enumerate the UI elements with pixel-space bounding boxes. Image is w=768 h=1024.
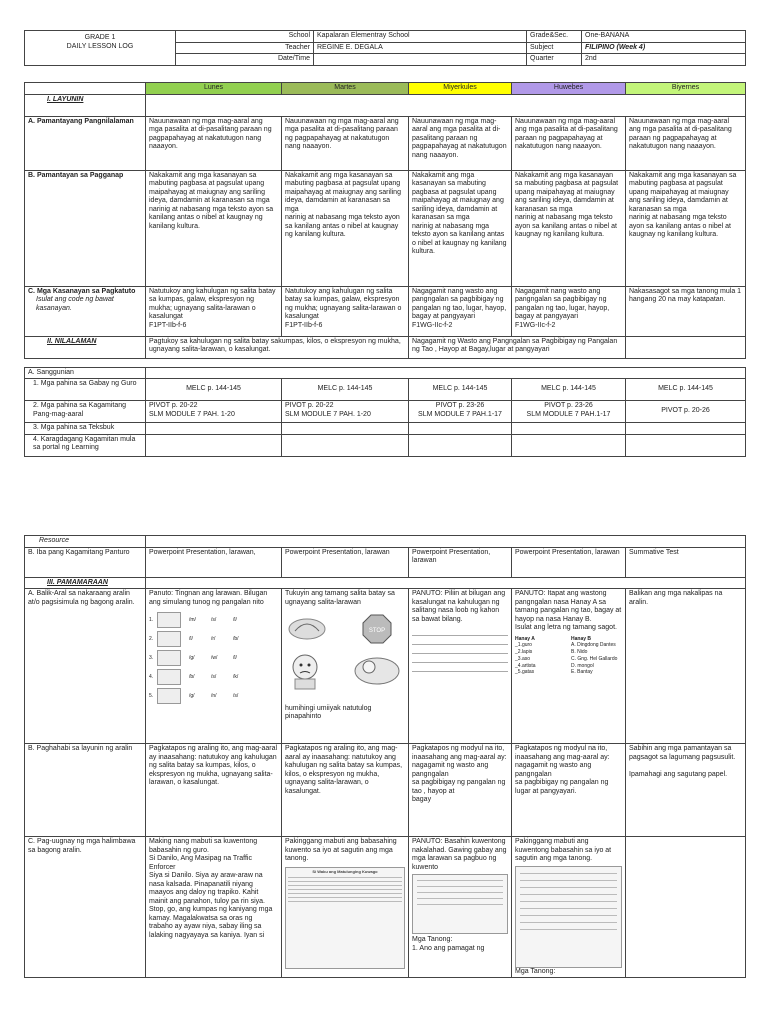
proc-b-fri: Sabihin ang mga pamantayan sa pagsagot sa lagumang pagsusulit. Ipamahagi ang sagutang papel. — [626, 744, 746, 837]
hanay-b-item: A. Dingdong Dantes — [571, 642, 616, 649]
hanay-b-item: C. Gng. Hel Gallardo — [571, 655, 618, 662]
other-materials-mon: Powerpoint Presentation, larawan, — [146, 547, 282, 577]
stop-sign-image — [363, 615, 391, 643]
sound-choice: /r/ — [211, 635, 216, 642]
log-title: DAILY LESSON LOG — [66, 42, 134, 50]
r4-label-text: 4. Karagdagang Kagamitan mula sa portal ng Learning — [33, 435, 136, 452]
proc-a-label: A. Balik-Aral sa nakaraang aralin at/o pagsisimula ng bagong aralin. — [25, 589, 146, 744]
proc-c-wed-text: PANUTO: Basahin kuwentong nakalahad. Gawing gabay ang mga larawan sa pagbuo ng kuwento — [412, 838, 507, 871]
grade-sec-value: One-BANANA — [582, 31, 746, 43]
r1-mon: MELC p. 144-145 — [146, 379, 282, 401]
section-pamamaraan: III. PAMAMARAAN — [25, 577, 146, 589]
story-page-image — [285, 867, 405, 969]
proc-b-wed: Pagkatapos ng modyul na ito, inaasahang ang mag-aaral ay: nagagamit ng wasto ang pangngalan sa pagbibigay ng pangalan ng tao , hayop at bagay — [409, 744, 512, 837]
datetime-value — [314, 54, 527, 66]
proc-c-label: C. Pag-uugnay ng mga halimbawa sa bagong aralin. — [25, 837, 146, 978]
hanay-a-item: _4.artista — [515, 662, 536, 669]
proc-a-tue-text: Tukuyin ang tamang salita batay sa ugnayang salita-larawan — [285, 590, 395, 606]
worksheet-row — [412, 663, 508, 672]
row-b-wed: Nakakamit ang mga kasanayan sa mabuting pagbasa at pagsulat upang maipahayag at maiugnay ang sariling ideya, damdamin at karanasan sa mga narinig at nabasang mga teksto ayon sa kanilang antas o nibel at kaugnay ng kanilang kultura. — [409, 170, 512, 286]
r3-label: 3. Mga pahina sa Teksbuk — [25, 423, 146, 435]
other-materials-tue: Powerpoint Presentation, larawan — [282, 547, 409, 577]
day-header-thu: Huwebes — [512, 83, 626, 95]
row-c-sublabel: Isulat ang code ng bawat kasanayan. — [36, 296, 114, 312]
proc-b-thu: Pagkatapos ng modyul na ito, inaasahang ang mag-aaral ay: nagagamit ng wasto ang pangngalan sa pagbibigay ng pangalan ng lugar at pangyayari. — [512, 744, 626, 837]
other-materials-wed: Powerpoint Presentation, larawan — [409, 547, 512, 577]
sound-choice: /l/ — [233, 654, 237, 661]
story-text-image — [515, 866, 622, 968]
r2-thu: PIVOT p. 23-26 SLM MODULE 7 PAH.1-17 — [512, 401, 626, 423]
other-materials-label: B. Iba pang Kagamitang Panturo — [25, 547, 146, 577]
sound-option-row — [149, 610, 278, 629]
row-c-label-cell — [25, 286, 146, 336]
r1-label: 1. Mga pahina sa Gabay ng Guro — [25, 379, 146, 401]
hanay-b-item: B. Nido — [571, 649, 588, 656]
sound-option-row — [149, 667, 278, 686]
r2-label: 2. Mga pahina sa Kagamitang Pang-mag-aaral — [25, 401, 146, 423]
day-header-fri: Biyernes — [626, 83, 746, 95]
proc-b-label: B. Paghahabi sa layunin ng aralin — [25, 744, 146, 837]
proc-c-mon: Making nang mabuti sa kuwentong babasahin ng guro. Si Danilo, Ang Masipag na Traffic Enforcer Siya si Danilo. Siya ay araw-araw na nasa kalsada. Pinapanatili niyang maayos ang daloy ng trapiko. Kahit mainit ang panahon, tuloy pa rin siya. Stop, go, ang kumpas ng kaniyang mga kamay. Magalakwatsa sa oras ng trabaho ay ayaw niya, sabay iling sa lalaking nagyayaya sa kaniya. Iyan si — [146, 837, 282, 978]
lesson-table-page1 — [24, 82, 746, 457]
sound-choice: /g/ — [189, 654, 195, 661]
proc-c-wed — [409, 837, 512, 978]
sound-choice: /l/ — [233, 616, 237, 623]
other-materials-thu: Powerpoint Presentation, larawan — [512, 547, 626, 577]
option-number: 1. — [149, 616, 154, 623]
proc-a-wed-text: PANUTO: Piliin at bilugan ang kasalungat na kahulugan ng salitang nasa loob ng kahon sa bawat bilang. — [412, 590, 506, 623]
hanay-a-list — [515, 642, 565, 676]
row-b-label: B. Pamantayan sa Pagganap — [25, 170, 146, 286]
sanggunian-label: A. Sanggunian — [25, 367, 146, 379]
sleeping-child-image — [355, 658, 399, 684]
r1-fri: MELC p. 144-145 — [626, 379, 746, 401]
proc-a-thu-matching — [515, 636, 622, 677]
teacher-value: REGINE E. DEGALA — [314, 42, 527, 54]
sound-choice: /w/ — [211, 654, 218, 661]
r2-fri: PIVOT p. 20-26 — [626, 401, 746, 423]
proc-c-tue — [282, 837, 409, 978]
school-value: Kapalaran Elementray School — [314, 31, 527, 43]
row-b-mon: Nakakamit ang mga kasanayan sa mabuting pagbasa at pagsulat upang maipahayag at maiugnay ang sariling ideya, damdamin at karanasan sa mga narinig at nabasang mga teksto ayon sa kanilang antas o nibel at kaugnay ng kanilang kultura. — [146, 170, 282, 286]
option-picture — [157, 650, 181, 666]
nilalaman-mon-tue: Pagtukoy sa kahulugan ng salita batay sakumpas, kilos, o ekspresyon ng mukha, ugnayang salita-larawan, o kasalungat. — [146, 336, 409, 358]
hanay-b-item: E. Bantay — [571, 669, 593, 676]
section-nilalaman: II. NILALAMAN — [25, 336, 146, 358]
hanay-a-item: _5.gatas — [515, 669, 535, 676]
sound-choice: /b/ — [233, 635, 239, 642]
proc-a-tue — [282, 589, 409, 744]
sound-choice: /b/ — [189, 673, 195, 680]
proc-a-tue-pictures — [285, 611, 405, 701]
proc-c-tue-text: Pakinggang mabuti ang babasahing kuwento sa iyo at sagutin ang mga tanong. — [285, 838, 397, 863]
option-number: 5. — [149, 692, 154, 699]
hanay-b-list — [571, 642, 617, 676]
row-a-mon: Nauunawaan ng mga mag-aaral ang mga pasalita at di-pasalitang paraan ng pagpapahayag at nakatutugon nang naaayon. — [146, 116, 282, 170]
r1-thu: MELC p. 144-145 — [512, 379, 626, 401]
row-c-fri: Nakasasagot sa mga tanong mula 1 hangang 20 na may katapatan. — [626, 286, 746, 336]
proc-a-tue-caption: humihingi umiiyak natutulog pinapahinto — [285, 704, 372, 721]
story-worksheet-image — [412, 874, 508, 934]
row-a-thu: Nauunawaan ng mga mag-aaral ang mga pasalita at di-pasalitang paraan ng pagpapahayag at nakatutugon nang naaayon. — [512, 116, 626, 170]
option-number: 4. — [149, 673, 154, 680]
row-b-thu: Nakakamit ang mga kasanayan sa mabuting pagbasa at pagsulat upang maipahayag at maiugnay ang sariling ideya, damdamin at karanasan sa mga narinig at nabasang mga teksto ayon sa kanilang antas o nibel at kaugnay ng kanilang kultura. — [512, 170, 626, 286]
svg-text:STOP: STOP — [368, 628, 386, 635]
hanay-a-item: _3.aso — [515, 655, 531, 662]
sound-choice: /l/ — [189, 635, 193, 642]
hanay-b-title: Hanay B — [571, 635, 592, 642]
resource-label: Resource — [25, 536, 146, 548]
sound-option-row — [149, 629, 278, 648]
sound-option-row — [149, 686, 278, 705]
row-a-label: A. Pamantayang Pangnilalaman — [25, 116, 146, 170]
option-number: 3. — [149, 654, 154, 661]
row-c-wed: Nagagamit nang wasto ang pangngalan sa pagbibigay ng pangalan ng tao, lugar, hayop, bagay at pangyayari F1WG-IIc-f-2 — [409, 286, 512, 336]
option-picture — [157, 612, 181, 628]
worksheet-row — [412, 645, 508, 654]
sound-choice: /s/ — [211, 616, 217, 623]
proc-c-wed-questions: Mga Tanong: 1. Ano ang pamagat ng — [412, 936, 485, 952]
worksheet-row — [412, 654, 508, 663]
school-label: School — [176, 31, 314, 43]
header-title-cell — [25, 31, 176, 66]
section-layunin: I. LAYUNIN — [25, 94, 146, 116]
row-c-thu: Nagagamit nang wasto ang pangngalan sa pagbibigay ng pangalan ng tao, lugar, hayop, bagay at pangyayari F1WG-IIc-f-2 — [512, 286, 626, 336]
sound-choice: /m/ — [189, 616, 196, 623]
r2-tue: PIVOT p. 20-22 SLM MODULE 7 PAH. 1-20 — [282, 401, 409, 423]
proc-b-tue: Pagkatapos ng araling ito, ang mag-aaral ay inaasahang: natutukoy ang kahulugan ng salita batay sa kumpas, kilos, o ekspresyon ng mukha, ugnayang salita-larawan, o kasalungat. — [282, 744, 409, 837]
sound-choice: /s/ — [233, 692, 239, 699]
sound-choice: /g/ — [189, 692, 195, 699]
proc-a-thu — [512, 589, 626, 744]
row-c-label: C. Mga Kasanayan sa Pagkatuto — [28, 287, 136, 295]
teacher-label: Teacher — [176, 42, 314, 54]
day-header-wed: Miyerkules — [409, 83, 512, 95]
row-a-tue: Nauunawaan ng mga mag-aaral ang mga pasalita at di-pasalitang paraan ng pagpapahayag at nakatutugon nang naaayon. — [282, 116, 409, 170]
proc-c-thu-questions: Mga Tanong: — [515, 967, 556, 975]
quarter-label: Quarter — [527, 54, 582, 66]
header-table — [24, 30, 746, 66]
subject-value: FILIPINO (Week 4) — [582, 42, 746, 54]
proc-a-wed-worksheet — [412, 627, 508, 672]
option-picture — [157, 631, 181, 647]
hanay-a-item: _1.guro — [515, 642, 532, 649]
sound-choice: /k/ — [233, 673, 239, 680]
proc-a-mon — [146, 589, 282, 744]
proc-a-fri: Balikan ang mga nakalipas na aralin. — [626, 589, 746, 744]
r4-label — [25, 434, 146, 456]
proc-c-thu-text: Pakinggang mabuti ang kuwentong babasahin sa iyo at sagutin ang mga tanong. — [515, 838, 612, 863]
proc-a-mon-options — [149, 610, 278, 705]
sound-option-row — [149, 648, 278, 667]
grade-label: GRADE 1 — [84, 34, 116, 41]
row-a-wed: Nauunawaan ng mga mag-aaral ang mga pasalita at di-pasalitang paraan ng pagpapahayag at nakatutugon nang naaayon. — [409, 116, 512, 170]
datetime-label: Date/Time — [176, 54, 314, 66]
proc-a-thu-text: PANUTO: Itapat ang wastong pangngalan nasa Hanay A sa tamang pangalan ng tao, bagay at hayop na nasa Hanay B. Isulat ang letra ng tamang sagot. — [515, 590, 622, 632]
row-a-fri: Nauunawaan ng mga mag-aaral ang mga pasalita at di-pasalitang paraan ng pagpapahayag at nakatutugon nang naaayon. — [626, 116, 746, 170]
lesson-table-page2 — [24, 535, 746, 978]
sound-choice: /n/ — [211, 692, 217, 699]
hanay-a-title: Hanay A — [515, 635, 535, 642]
option-picture — [157, 688, 181, 704]
row-c-mon: Natutukoy ang kahulugan ng salita batay sa kumpas, galaw, ekspresyon ng mukha; ugnayang salita-larawan o kasalungat F1PT-IIb-f-6 — [146, 286, 282, 336]
r1-wed: MELC p. 144-145 — [409, 379, 512, 401]
r1-tue: MELC p. 144-145 — [282, 379, 409, 401]
nilalaman-wed-thu: Nagagamit ng Wasto ang Pangngalan sa Pagbibigay ng Pangalan ng Tao , Hayop at Bagay,lugar at pangyayari — [409, 336, 626, 358]
proc-c-thu — [512, 837, 626, 978]
day-header-mon: Lunes — [146, 83, 282, 95]
hanay-a-item: _2.lapis — [515, 649, 533, 656]
worksheet-row — [412, 627, 508, 636]
other-materials-fri: Summative Test — [626, 547, 746, 577]
hanay-b-item: D. mongol — [571, 662, 594, 669]
proc-b-mon: Pagkatapos ng araling ito, ang mag-aaral ay inaasahang: natutukoy ang kahulugan ng salita batay sa kumpas, kilos, o ekspresyon ng mukha, ugnayang salita-larawan, o kasalungat. — [146, 744, 282, 837]
story-title: Si Waku ang Matulunging Kuwago — [312, 868, 378, 874]
worksheet-row — [412, 636, 508, 645]
sound-choice: /s/ — [211, 673, 217, 680]
option-number: 2. — [149, 635, 154, 642]
proc-a-wed — [409, 589, 512, 744]
praying-hands-image — [289, 619, 325, 639]
row-b-tue: Nakakamit ang mga kasanayan sa mabuting pagbasa at pagsulat upang maipahayag at maiugnay ang sariling ideya, damdamin at karanasan sa mga narinig at nabasang mga teksto ayon sa kanilang antas o nibel at kaugnay ng kanilang kultura. — [282, 170, 409, 286]
r2-wed: PIVOT p. 23-26 SLM MODULE 7 PAH.1-17 — [409, 401, 512, 423]
row-b-fri: Nakakamit ang mga kasanayan sa mabuting pagbasa at pagsulat upang maipahayag at maiugnay ang sariling ideya, damdamin at karanasan sa mga narinig at nabasang mga teksto ayon sa kanilang antas o nibel at kaugnay ng kanilang kultura. — [626, 170, 746, 286]
crying-child-image — [293, 655, 317, 689]
grade-sec-label: Grade&Sec. — [527, 31, 582, 43]
r2-mon: PIVOT p. 20-22 SLM MODULE 7 PAH. 1-20 — [146, 401, 282, 423]
subject-label: Subject — [527, 42, 582, 54]
option-picture — [157, 669, 181, 685]
row-c-tue: Natutukoy ang kahulugan ng salita batay sa kumpas, galaw, ekspresyon ng mukha; ugnayang salita-larawan o kasalungat F1PT-IIb-f-6 — [282, 286, 409, 336]
proc-a-mon-text: Panuto: Tingnan ang larawan. Bilugan ang simulang tunog ng pangalan nito — [149, 590, 268, 606]
day-header-tue: Martes — [282, 83, 409, 95]
quarter-value: 2nd — [582, 54, 746, 66]
